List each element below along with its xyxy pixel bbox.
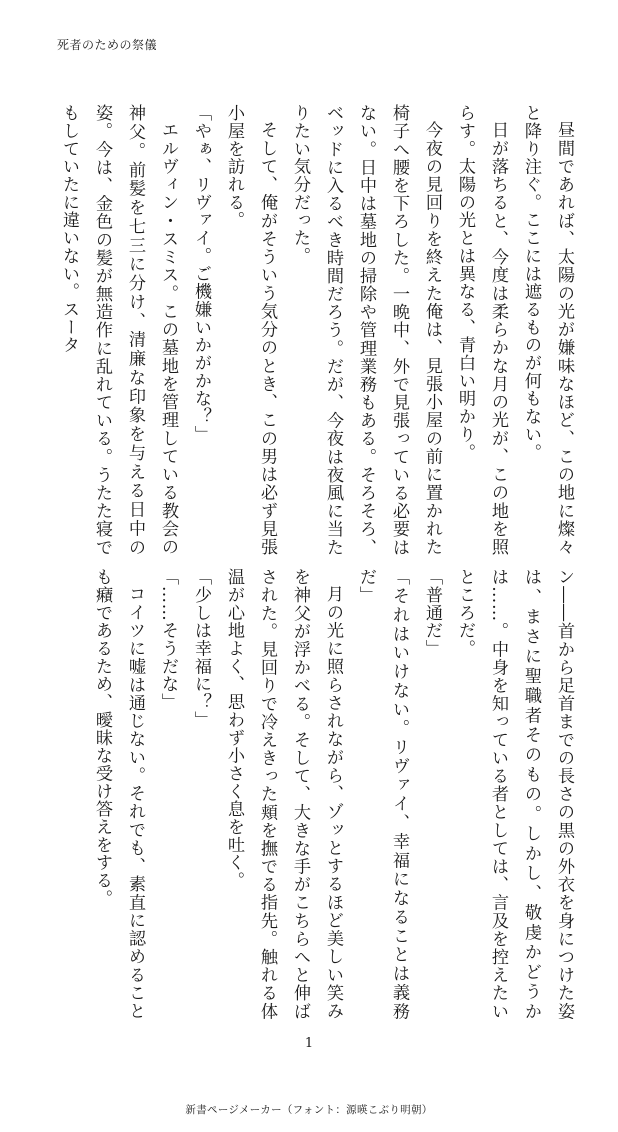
paragraph: 日が落ちると、今度は柔らかな月の光が、この地を照らす。太陽の光とは異なる、青白い明かり。	[455, 104, 508, 556]
footer-credit: 新書ページメーカー（フォント：源暎こぶり明朝）	[185, 1104, 433, 1116]
text-block-top	[52, 104, 580, 556]
paragraph: ン――首から足首までの長さの黒の外衣を身につけた姿は、まさに聖職者そのもの。しかし、敬虔かどうかは……。中身を知っている者としては、言及を控えたいところだ。	[455, 568, 574, 1020]
paragraph: 月の光に照らされながら、ゾッとするほど美しい笑みを神父が浮かべる。そして、大きな手がこちらへと伸ばされた。見回りで冷えきった頬を撫でる指先。触れる体温が心地よく、思わず小さく息を吐く。	[224, 568, 343, 1020]
dialogue-line: 「……そうだな」	[158, 568, 178, 711]
text-block-bottom	[52, 568, 580, 1020]
page-number: 1	[304, 1036, 314, 1051]
running-title: 死者のための祭儀	[57, 38, 158, 52]
paragraph: 昼間であれば、太陽の光が嫌味なほど、この地に燦々と降り注ぐ。ここには遮るものが何もない。	[521, 104, 574, 556]
dialogue-line: 「それはいけない。リヴァイ、幸福になることは義務だ」	[356, 568, 409, 1020]
paragraph: エルヴィン・スミス。この墓地を管理している教会の神父。前髪を七三に分け、清廉な印象を与える日中の姿。今は、金色の髪が無造作に乱れている。うたた寝でもしていたに違いない。スータ	[59, 104, 178, 556]
paragraph: 今夜の見回りを終えた俺は、見張小屋の前に置かれた椅子へ腰を下ろした。一晩中、外で見張っている必要はない。日中は墓地の掃除や管理業務もある。そろそろ、ベッドに入るべき時間だろう。だが、今夜は夜風に当たりたい気分だった。	[290, 104, 442, 556]
dialogue-line: 「やぁ、リヴァイ。ご機嫌いかがかな？」	[191, 104, 211, 444]
dialogue-line: 「普通だ」	[422, 568, 442, 658]
dialogue-line: 「少しは幸福に？」	[191, 568, 211, 729]
paragraph: コイツに嘘は通じない。それでも、素直に認めることも癪であるため、曖昧な受け答えをする。	[92, 568, 145, 1020]
paragraph: そして、俺がそういう気分のとき、この男は必ず見張小屋を訪れる。	[224, 104, 277, 556]
